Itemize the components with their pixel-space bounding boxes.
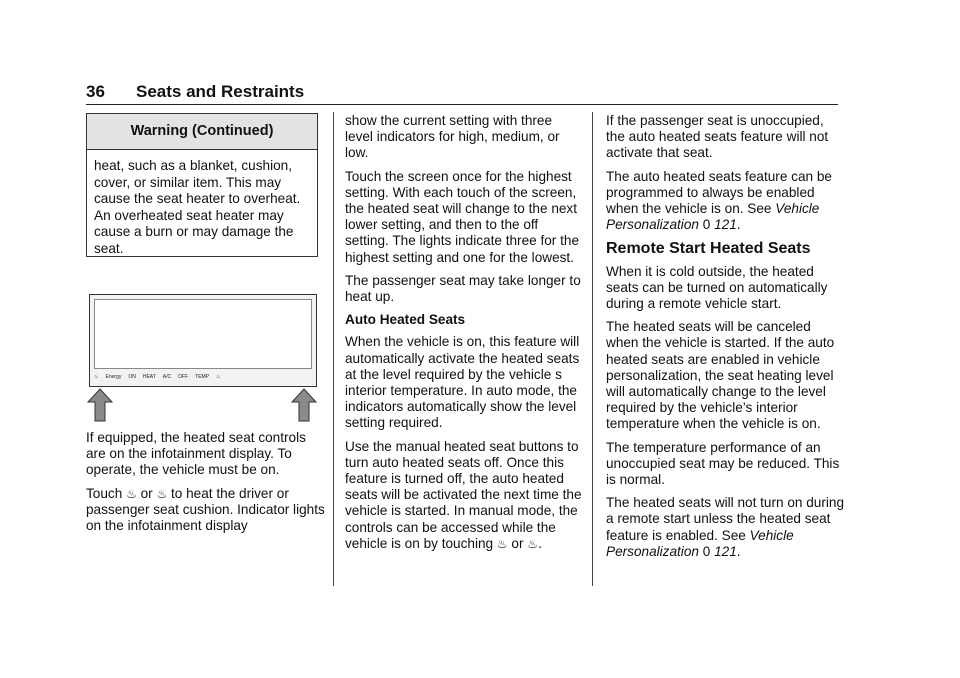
column-divider bbox=[333, 112, 334, 586]
section-title: Seats and Restraints bbox=[136, 82, 305, 101]
page-reference[interactable]: 121 bbox=[714, 217, 737, 233]
paragraph: The temperature performance of an unoccupied seat may be reduced. This is normal. bbox=[606, 439, 840, 488]
cross-reference-link[interactable]: Vehicle Personalization bbox=[606, 201, 820, 233]
infotainment-screen-figure bbox=[89, 294, 317, 387]
driver-heated-seat-icon: ♨ bbox=[94, 373, 99, 380]
passenger-heated-seat-icon: ♨ bbox=[156, 486, 168, 501]
paragraph: If equipped, the heated seat controls are on the infotainment display. To operate, the vehicle must be on. bbox=[86, 430, 306, 478]
climate-control-bar bbox=[94, 370, 312, 383]
screen-display bbox=[94, 299, 312, 369]
warning-box bbox=[86, 113, 318, 257]
paragraph: Touch ♨ or ♨ to heat the driver or passenger seat cushion. Indicator lights on the infotainment display bbox=[86, 485, 325, 534]
paragraph: When the vehicle is on, this feature will automatically activate the heated seats at the level required by the vehicle s interior temperature. In auto mode, the indicators automatically show the level setting required. bbox=[345, 334, 580, 431]
heat-label: HEAT bbox=[142, 373, 156, 380]
driver-heated-seat-icon: ♨ bbox=[126, 486, 137, 501]
paragraph: The heated seats will not turn on during a remote start unless the heated seat feature is enabled. See Vehicle Personalization 0 121. bbox=[606, 495, 845, 559]
paragraph: When it is cold outside, the heated seats can be turned on automatically during a remote vehicle start. bbox=[606, 263, 828, 312]
page-reference-arrow: 0 bbox=[698, 217, 715, 233]
column-1-text bbox=[86, 430, 326, 541]
paragraph: If the passenger seat is unoccupied, the auto heated seats feature will not activate that seat. bbox=[606, 113, 829, 161]
header-rule bbox=[86, 104, 838, 105]
section-heading: Remote Start Heated Seats bbox=[606, 240, 811, 258]
on-label: ON bbox=[128, 373, 136, 380]
paragraph: show the current setting with three level indicators for high, medium, or low. bbox=[345, 113, 560, 161]
column-divider bbox=[592, 112, 593, 586]
page-number: 36 bbox=[86, 82, 105, 101]
warning-title: Warning (Continued) bbox=[87, 114, 317, 150]
paragraph: Use the manual heated seat buttons to turn auto heated seats off. Once this feature is turned off, the auto heated seats will be activated the next time the vehicle is started. In manual mode, the controls can be accessed while the vehicle is on by touching ♨ or ♨. bbox=[345, 438, 582, 551]
energy-label: Energy bbox=[105, 373, 122, 380]
paragraph: The heated seats will be canceled when the vehicle is started. If the auto heated seats are enabled in vehicle personalization, the seat heating level will automatically change to the level required by the vehicle’s interior temperature when the vehicle is on. bbox=[606, 319, 835, 432]
off-label: OFF bbox=[178, 373, 189, 380]
temp-label: TEMP bbox=[195, 373, 210, 380]
page-reference-arrow: 0 bbox=[698, 543, 715, 559]
column-2-text bbox=[345, 113, 583, 559]
passenger-heated-seat-icon: ♨ bbox=[527, 536, 539, 551]
driver-heated-seat-icon: ♨ bbox=[496, 536, 508, 551]
subheading: Auto Heated Seats bbox=[345, 312, 466, 328]
warning-body: heat, such as a blanket, cushion, cover, or similar item. This may cause the seat heater to overheat. An overheated seat heater may cause a burn or may damage the seat. bbox=[94, 158, 301, 256]
arrow-up-icon bbox=[87, 388, 113, 422]
arrow-up-icon bbox=[291, 388, 317, 422]
cross-reference-link[interactable]: Vehicle Personalization bbox=[606, 527, 794, 559]
page-reference[interactable]: 121 bbox=[714, 543, 737, 559]
ac-label: A/C bbox=[162, 373, 172, 380]
paragraph: The passenger seat may take longer to heat up. bbox=[345, 272, 581, 305]
paragraph: The auto heated seats feature can be programmed to always be enabled when the vehicle is on. See Vehicle Personalization 0 121. bbox=[606, 168, 832, 233]
passenger-heated-seat-icon: ♨ bbox=[216, 373, 221, 380]
page-header bbox=[86, 82, 304, 102]
paragraph: Touch the screen once for the highest setting. With each touch of the screen, the heated seat will change to the next lower setting, and then to the off setting. The lights indicate three for the highest setting and one for the lowest. bbox=[345, 168, 580, 265]
column-3-text bbox=[606, 113, 846, 567]
